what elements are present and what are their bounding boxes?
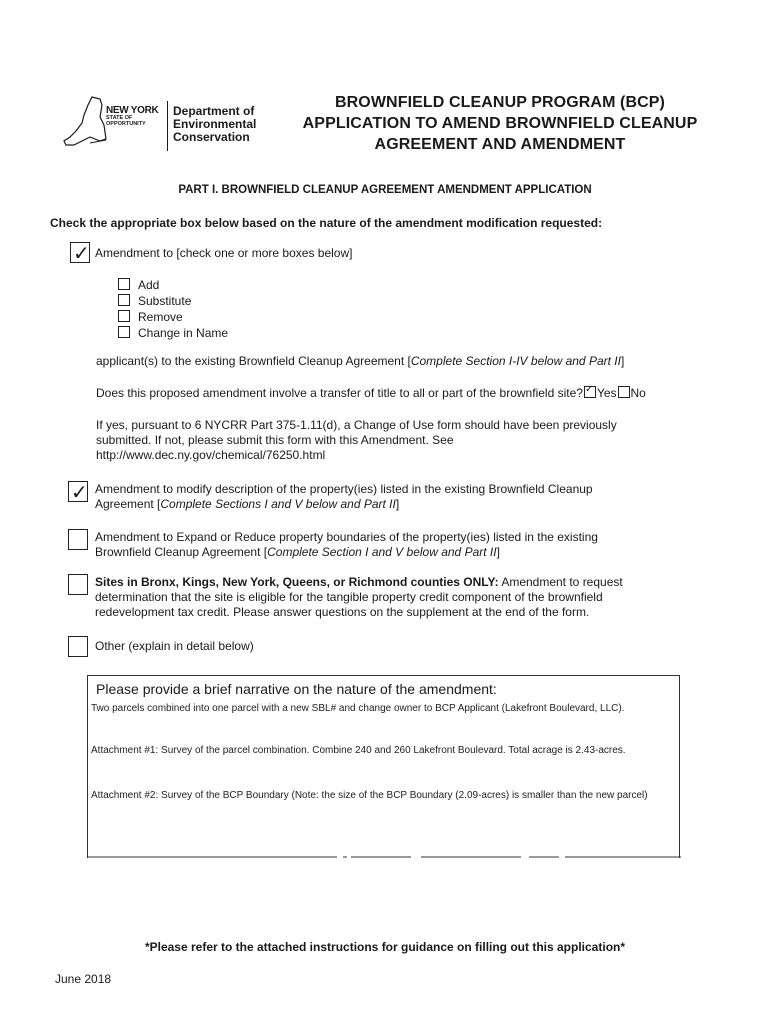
ny-line2: STATE OF: [106, 115, 133, 121]
change-in-name-checkbox[interactable]: [118, 326, 130, 338]
add-checkbox[interactable]: [118, 278, 130, 290]
transfer-question-text: Does this proposed amendment involve a transfer of title to all or part of the brownfield site?: [96, 386, 583, 400]
option4-line1: [95, 575, 765, 590]
dec-logo: [60, 95, 270, 155]
part-title: PART I. BROWNFIELD CLEANUP AGREEMENT AMENDMENT APPLICATION: [178, 184, 592, 196]
logo-divider: [167, 101, 168, 151]
ny-line1: NEW YORK: [106, 105, 159, 116]
option4-line2: determination that the site is eligible for the tangible property credit component of the brownfield: [95, 590, 603, 604]
option3-line2: [95, 545, 598, 560]
option3-line2-italic: Complete Section I and V below and Part II: [267, 545, 497, 559]
narrative-bottom-border: [87, 855, 681, 859]
add-label: Add: [138, 278, 160, 292]
if-yes-line1: If yes, pursuant to 6 NYCRR Part 375-1.11(d), a Change of Use form should have been previously: [96, 418, 617, 432]
page-title: [280, 92, 720, 155]
title-line1: BROWNFIELD CLEANUP PROGRAM (BCP): [334, 94, 665, 111]
instructions-note: *Please refer to the attached instructions for guidance on filling out this application*: [144, 940, 626, 954]
dec-line2: Environmental: [173, 117, 257, 131]
remove-label: Remove: [138, 310, 183, 324]
option3-text: [95, 530, 598, 560]
change-of-use-link[interactable]: http://www.dec.ny.gov/chemical/76250.html: [96, 448, 326, 462]
other-checkbox[interactable]: [68, 636, 88, 657]
checkmark-icon: ✓: [73, 241, 90, 265]
transfer-question: [96, 386, 646, 401]
if-yes-line2: submitted. If not, please submit this form with this Amendment. See: [96, 433, 454, 447]
dec-line3: Conservation: [173, 130, 250, 144]
option4-bold: Sites in Bronx, Kings, New York, Queens, or Richmond counties ONLY:: [95, 575, 499, 589]
if-yes-paragraph: [96, 418, 617, 463]
modify-description-checkbox[interactable]: [68, 481, 88, 502]
form-date: June 2018: [55, 972, 112, 986]
option2-line2-start: Agreement [: [95, 497, 161, 511]
narrative-paragraph-1: Two parcels combined into one parcel with a new SBL# and change owner to BCP Applicant (Lakefront Boulevard, LLC).: [91, 703, 625, 714]
narrative-paragraph-2: Attachment #1: Survey of the parcel combination. Combine 240 and 260 Lakefront Boulevard. Total acrage is 2.43-acres.: [91, 745, 626, 756]
yes-label: Yes: [596, 386, 617, 400]
dec-line1: Department of: [173, 104, 255, 118]
option2-line2: [95, 497, 593, 512]
no-label: No: [630, 386, 646, 400]
title-line3: AGREEMENT AND AMENDMENT: [374, 136, 626, 153]
option2-line2-italic: Complete Sections I and V below and Part II: [160, 497, 396, 511]
option2-text: [95, 482, 593, 512]
applicant-text: [96, 354, 624, 369]
tangible-property-checkbox[interactable]: [68, 574, 88, 595]
ny-line3: OPPORTUNITY: [106, 121, 146, 127]
narrative-box[interactable]: [87, 675, 680, 858]
option4-line3: redevelopment tax credit. Please answer questions on the supplement at the end of the form.: [95, 605, 590, 619]
amendment-applicant-checkbox[interactable]: [70, 242, 90, 263]
checkmark-icon: ✓: [71, 480, 88, 504]
option3-line2-end: ]: [496, 545, 500, 559]
substitute-label: Substitute: [138, 294, 192, 308]
title-line2: APPLICATION TO AMEND BROWNFIELD CLEANUP: [302, 115, 698, 132]
ny-wordmark: [106, 107, 158, 127]
option4-text: [95, 575, 765, 620]
option1-label: Amendment to [check one or more boxes below]: [95, 246, 353, 260]
option2-line1: Amendment to modify description of the property(ies) listed in the existing Brownfield Cleanup: [95, 482, 593, 496]
no-checkbox[interactable]: [618, 386, 630, 398]
expand-reduce-checkbox[interactable]: [68, 529, 88, 550]
applicant-text-italic: Complete Section I-IV below and Part II: [410, 354, 621, 368]
ny-state-outline-icon: [60, 95, 110, 155]
instruction-text: Check the appropriate box below based on the nature of the amendment modification requested:: [50, 216, 603, 230]
substitute-checkbox[interactable]: [118, 294, 130, 306]
option4-line1-rest: Amendment to request: [498, 575, 623, 589]
dec-wordmark: [173, 105, 256, 144]
checkmark-icon: ✓: [584, 384, 594, 395]
option3-line1: Amendment to Expand or Reduce property boundaries of the property(ies) listed in the existing: [95, 530, 598, 544]
option3-line2-start: Brownfield Cleanup Agreement [: [95, 545, 268, 559]
narrative-paragraph-3: Attachment #2: Survey of the BCP Boundary (Note: the size of the BCP Boundary (2.09-acres) is smaller than the new parcel): [91, 790, 648, 801]
remove-checkbox[interactable]: [118, 310, 130, 322]
narrative-heading: Please provide a brief narrative on the nature of the amendment:: [96, 681, 497, 697]
applicant-text-end: ]: [620, 354, 625, 368]
option5-label: Other (explain in detail below): [95, 639, 254, 653]
option2-line2-end: ]: [395, 497, 400, 511]
yes-checkbox[interactable]: [584, 386, 596, 398]
change-in-name-label: Change in Name: [138, 326, 229, 340]
applicant-text-start: applicant(s) to the existing Brownfield Cleanup Agreement [: [96, 354, 411, 368]
